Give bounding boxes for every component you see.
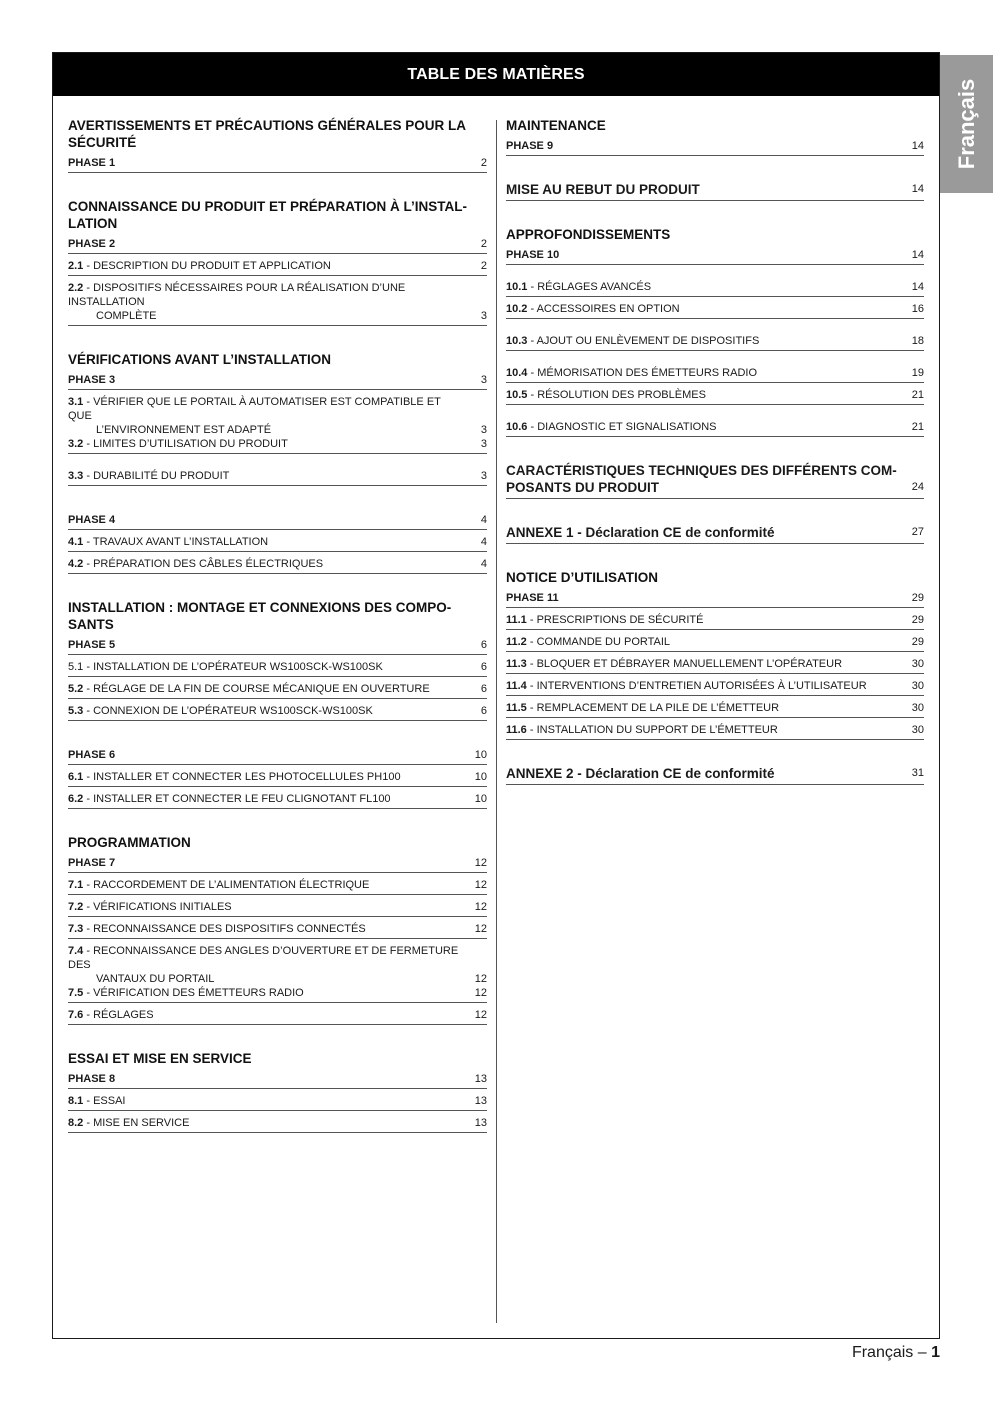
item-number: 4.2 (68, 558, 84, 570)
section-title: ESSAI ET MISE EN SERVICE (68, 1051, 252, 1066)
item-text: - INSTALLATION DU SUPPORT DE L’ÉMETTEUR (526, 724, 778, 736)
footer-page-number: 1 (931, 1344, 940, 1361)
toc-phase-row[interactable] (68, 235, 487, 254)
phase-label: PHASE 7 (68, 857, 116, 869)
item-number: 11.6 (506, 724, 527, 736)
page-number: 12 (474, 973, 487, 985)
item-text: - RECONNAISSANCE DES DISPOSITIFS CONNECTÉS (83, 923, 366, 935)
page-number: 4 (480, 536, 487, 548)
column-divider (496, 120, 497, 1323)
item-text: - RÉGLAGE DE LA FIN DE COURSE MÉCANIQUE EN OUVERTURE (83, 683, 430, 695)
toc-item-row[interactable] (506, 332, 924, 351)
item-text: - VÉRIFICATION DES ÉMETTEURS RADIO (83, 987, 304, 999)
phase-label: PHASE 8 (68, 1073, 116, 1085)
toc-phase-row[interactable] (68, 746, 487, 765)
toc-phase-row[interactable] (506, 246, 924, 265)
item-number: 4.1 (68, 536, 84, 548)
item-text: - TRAVAUX AVANT L’INSTALLATION (83, 536, 269, 548)
page-number: 6 (480, 661, 487, 673)
toc-item-row[interactable] (506, 677, 924, 696)
page-number: 24 (911, 481, 924, 493)
item-number: 7.3 (68, 923, 84, 935)
item-text: - MISE EN SERVICE (83, 1117, 190, 1129)
section-title: AVERTISSEMENTS ET PRÉCAUTIONS GÉNÉRALES POUR LA SÉCURITÉ (68, 118, 466, 150)
item-text: - DIAGNOSTIC ET SIGNALISATIONS (527, 421, 717, 433)
page-number: 30 (911, 724, 924, 736)
phase-label: PHASE 6 (68, 749, 116, 761)
phase-label: PHASE 4 (68, 514, 116, 526)
toc-frame (52, 52, 940, 1339)
page-number: 12 (474, 901, 487, 913)
toc-item-row[interactable] (68, 876, 487, 895)
item-text: - AJOUT OU ENLÈVEMENT DE DISPOSITIFS (527, 335, 760, 347)
section-title: ANNEXE 2 - Déclaration CE de conformité (506, 766, 775, 781)
footer-label: Français – (851, 1344, 932, 1361)
item-text: - DURABILITÉ DU PRODUIT (83, 470, 230, 482)
toc-item-row[interactable] (68, 279, 487, 326)
page-number: 3 (480, 374, 487, 386)
page-number: 2 (480, 260, 487, 272)
item-text: - COMMANDE DU PORTAIL (526, 636, 671, 648)
item-number: 3.1 (68, 396, 84, 408)
page-number: 14 (911, 281, 924, 293)
item-number: 5.2 (68, 683, 84, 695)
toc-section-row[interactable] (506, 462, 924, 499)
page-number: 10 (474, 749, 487, 761)
item-number: 8.1 (68, 1095, 84, 1107)
phase-label: PHASE 3 (68, 374, 116, 386)
phase-label: PHASE 10 (506, 249, 560, 261)
page-footer (852, 1344, 940, 1362)
item-text: - RÉGLAGES (83, 1009, 154, 1021)
toc-title: TABLE DES MATIÈRES (53, 53, 939, 96)
toc-item-row[interactable] (68, 467, 487, 486)
page-number: 3 (480, 438, 487, 450)
item-text: - PRESCRIPTIONS DE SÉCURITÉ (526, 614, 704, 626)
toc-item-row[interactable] (68, 898, 487, 917)
item-text: - RÉGLAGES AVANCÉS (527, 281, 652, 293)
toc-phase-row[interactable] (68, 511, 487, 530)
toc-item-row[interactable] (68, 1006, 487, 1025)
item-number: 2.1 (68, 260, 84, 272)
page-number: 29 (911, 614, 924, 626)
item-number: 11.3 (506, 658, 527, 670)
page-number: 10 (474, 793, 487, 805)
item-number: 3.3 (68, 470, 84, 482)
toc-item-row[interactable] (68, 393, 487, 437)
toc-item-row[interactable] (506, 611, 924, 630)
item-text: - RACCORDEMENT DE L’ALIMENTATION ÉLECTRIQUE (83, 879, 370, 891)
toc-item-row[interactable] (68, 768, 487, 787)
page-number: 2 (480, 238, 487, 250)
item-number: 5.3 (68, 705, 84, 717)
page-number: 4 (480, 514, 487, 526)
toc-phase-row[interactable] (68, 854, 487, 873)
page-number: 10 (474, 771, 487, 783)
item-number: 10.5 (506, 389, 528, 401)
item-number: 8.2 (68, 1117, 84, 1129)
phase-label: PHASE 5 (68, 639, 116, 651)
section-title: VÉRIFICATIONS AVANT L’INSTALLATION (68, 352, 331, 367)
item-number: 7.4 (68, 945, 84, 957)
page-number: 27 (911, 526, 924, 538)
item-text: - REMPLACEMENT DE LA PILE DE L’ÉMETTEUR (526, 702, 780, 714)
page-number: 12 (474, 879, 487, 891)
page-number: 13 (474, 1073, 487, 1085)
item-text: - BLOQUER ET DÉBRAYER MANUELLEMENT L’OPÉRATEUR (526, 658, 843, 670)
toc-item-row[interactable] (506, 721, 924, 740)
item-number: 11.4 (506, 680, 527, 692)
toc-item-row[interactable] (506, 699, 924, 718)
page-number: 4 (480, 558, 487, 570)
item-text-cont: L’ENVIRONNEMENT EST ADAPTÉ (96, 424, 272, 436)
item-number: 7.1 (68, 879, 84, 891)
toc-item-row[interactable] (506, 633, 924, 652)
left-column (68, 117, 487, 1136)
toc-item-row[interactable] (506, 364, 924, 383)
section-title: APPROFONDISSEMENTS (506, 227, 671, 242)
section-title: MAINTENANCE (506, 118, 606, 133)
item-text: - CONNEXION DE L’OPÉRATEUR WS100SCK-WS100SK (83, 705, 373, 717)
item-text: - ACCESSOIRES EN OPTION (527, 303, 680, 315)
page-number: 13 (474, 1117, 487, 1129)
toc-phase-row[interactable] (506, 137, 924, 156)
item-number: 10.4 (506, 367, 528, 379)
page-number: 13 (474, 1095, 487, 1107)
page-number: 30 (911, 680, 924, 692)
page-number: 6 (480, 705, 487, 717)
toc-item-row[interactable] (68, 1114, 487, 1133)
item-text: - DESCRIPTION DU PRODUIT ET APPLICATION (83, 260, 331, 272)
section-title: CONNAISSANCE DU PRODUIT ET PRÉPARATION À L’INSTAL-LATION (68, 199, 468, 231)
page-number: 30 (911, 658, 924, 670)
item-text-cont: VANTAUX DU PORTAIL (96, 973, 215, 985)
toc-item-row[interactable] (68, 680, 487, 699)
item-text: - VÉRIFICATIONS INITIALES (83, 901, 232, 913)
toc-section-row[interactable] (506, 765, 924, 785)
toc-item-row[interactable] (506, 278, 924, 297)
item-number: 10.3 (506, 335, 528, 347)
toc-item-row[interactable] (68, 986, 487, 1002)
toc-phase-row[interactable] (506, 589, 924, 608)
toc-phase-row[interactable] (68, 371, 487, 390)
language-label: Français (953, 78, 979, 170)
page-number: 2 (480, 157, 487, 169)
page-number: 12 (474, 987, 487, 999)
page-number: 16 (911, 303, 924, 315)
page-number: 31 (911, 767, 924, 779)
item-text: - MÉMORISATION DES ÉMETTEURS RADIO (527, 367, 758, 379)
item-number: 7.2 (68, 901, 84, 913)
item-text: - DISPOSITIFS NÉCESSAIRES POUR LA RÉALISATION D’UNE INSTALLATION (68, 282, 406, 308)
section-title: ANNEXE 1 - Déclaration CE de conformité (506, 525, 775, 540)
toc-item-row[interactable] (68, 658, 487, 677)
item-text-cont: COMPLÈTE (96, 310, 157, 322)
toc-item-row[interactable] (68, 702, 487, 721)
page-number: 14 (911, 249, 924, 261)
toc-item-row[interactable] (68, 790, 487, 809)
phase-label: PHASE 1 (68, 157, 116, 169)
item-text: - ESSAI (83, 1095, 126, 1107)
toc-item-row[interactable] (68, 533, 487, 552)
toc-item-row[interactable] (68, 1092, 487, 1111)
toc-item-row[interactable] (68, 942, 487, 986)
item-number: 11.1 (506, 614, 527, 626)
page-number: 3 (480, 470, 487, 482)
item-number: 6.1 (68, 771, 84, 783)
page-number: 6 (480, 683, 487, 695)
section-title: NOTICE D’UTILISATION (506, 570, 658, 585)
page-number: 12 (474, 857, 487, 869)
page-number: 6 (480, 639, 487, 651)
page-number: 3 (480, 424, 487, 436)
toc-item-row[interactable] (506, 386, 924, 405)
phase-label: PHASE 2 (68, 238, 116, 250)
toc-item-row[interactable] (506, 418, 924, 437)
item-text: - INSTALLATION DE L’OPÉRATEUR WS100SCK-WS100SK (83, 661, 383, 673)
item-text: - VÉRIFIER QUE LE PORTAIL À AUTOMATISER EST COMPATIBLE ET QUE (68, 396, 441, 422)
page-number: 21 (911, 421, 924, 433)
page-number: 3 (480, 310, 487, 322)
item-text: - INSTALLER ET CONNECTER LE FEU CLIGNOTANT FL100 (83, 793, 391, 805)
language-tab (940, 55, 993, 193)
item-number: 10.1 (506, 281, 528, 293)
toc-item-row[interactable] (68, 437, 487, 453)
section-title: MISE AU REBUT DU PRODUIT (506, 182, 700, 197)
toc-item-row[interactable] (68, 555, 487, 574)
toc-item-row[interactable] (506, 300, 924, 319)
page-number: 18 (911, 335, 924, 347)
page-number: 29 (911, 592, 924, 604)
item-text: - RÉSOLUTION DES PROBLÈMES (527, 389, 706, 401)
page-number: 14 (911, 183, 924, 195)
phase-label: PHASE 9 (506, 140, 554, 152)
item-number: 5.1 (68, 661, 84, 673)
phase-label: PHASE 11 (506, 592, 559, 604)
page-number: 30 (911, 702, 924, 714)
toc-section-row[interactable] (506, 524, 924, 544)
section-title: INSTALLATION : MONTAGE ET CONNEXIONS DES COMPO-SANTS (68, 600, 452, 632)
toc-item-row[interactable] (68, 920, 487, 939)
item-text: - RECONNAISSANCE DES ANGLES D’OUVERTURE ET DE FERMETURE DES (68, 945, 459, 971)
toc-section-row[interactable] (506, 181, 924, 201)
item-number: 3.2 (68, 438, 84, 450)
item-number: 6.2 (68, 793, 84, 805)
item-text: - LIMITES D’UTILISATION DU PRODUIT (83, 438, 288, 450)
page-number: 14 (911, 140, 924, 152)
item-number: 11.5 (506, 702, 527, 714)
section-title: CARACTÉRISTIQUES TECHNIQUES DES DIFFÉRENTS COM-POSANTS DU PRODUIT (506, 463, 897, 495)
item-number: 2.2 (68, 282, 84, 294)
toc-item-row[interactable] (506, 655, 924, 674)
item-number: 11.2 (506, 636, 527, 648)
page-number: 21 (911, 389, 924, 401)
toc-phase-row[interactable] (68, 154, 487, 173)
page-number: 12 (474, 1009, 487, 1021)
page-number: 19 (911, 367, 924, 379)
item-number: 7.6 (68, 1009, 84, 1021)
toc-phase-row[interactable] (68, 636, 487, 655)
page-number: 29 (911, 636, 924, 648)
right-column (506, 117, 924, 788)
item-text: - INSTALLER ET CONNECTER LES PHOTOCELLULES PH100 (83, 771, 401, 783)
item-text: - PRÉPARATION DES CÂBLES ÉLECTRIQUES (83, 558, 324, 570)
item-number: 7.5 (68, 987, 84, 999)
toc-phase-row[interactable] (68, 1070, 487, 1089)
item-number: 10.2 (506, 303, 528, 315)
toc-item-row[interactable] (68, 257, 487, 276)
item-text: - INTERVENTIONS D’ENTRETIEN AUTORISÉES À L’UTILISATEUR (526, 680, 867, 692)
item-number: 10.6 (506, 421, 528, 433)
section-title: PROGRAMMATION (68, 835, 191, 850)
page-number: 12 (474, 923, 487, 935)
